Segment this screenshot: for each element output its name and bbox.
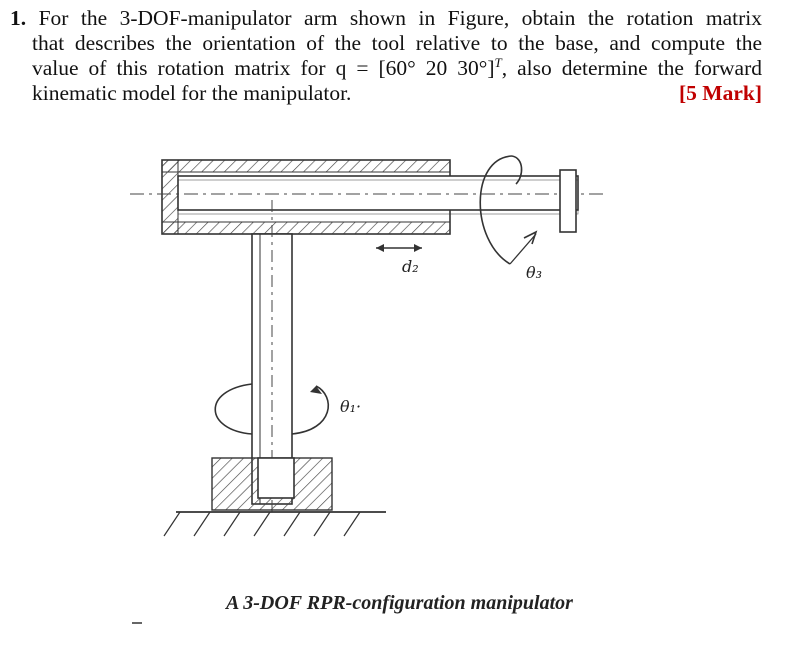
- question-line-2-text: that describes the orientation of the tool relative to the base, and compute the: [32, 31, 762, 55]
- manipulator-figure: [120, 140, 620, 560]
- question-line-4-text: kinematic model for the manipulator.: [32, 81, 352, 105]
- question-line-4: [10, 81, 762, 106]
- d2-label: d₂: [402, 257, 419, 276]
- transpose-superscript: T: [494, 55, 502, 70]
- theta3-label: θ₃: [526, 263, 543, 282]
- question-line-1-text: For the 3-DOF-manipulator arm shown in Figure, obtain the rotation matrix: [38, 6, 762, 30]
- question-text: [10, 6, 762, 106]
- question-line-3: [10, 56, 762, 81]
- question-line-1: [10, 6, 762, 31]
- question-line-3-text: value of this rotation matrix for q = [60° 20 30°]: [32, 56, 495, 80]
- question-line-3-tail: , also determine the forward: [501, 56, 762, 80]
- base-joint: [164, 458, 386, 536]
- question-number: 1.: [10, 6, 27, 30]
- stray-dash: [132, 622, 142, 624]
- marks-badge: [5 Mark]: [679, 81, 762, 105]
- d2-arrow: [376, 244, 422, 252]
- figure-caption: A 3-DOF RPR-configuration manipulator: [226, 592, 573, 614]
- question-line-2: [10, 31, 762, 56]
- theta1-label: θ₁·: [340, 397, 362, 416]
